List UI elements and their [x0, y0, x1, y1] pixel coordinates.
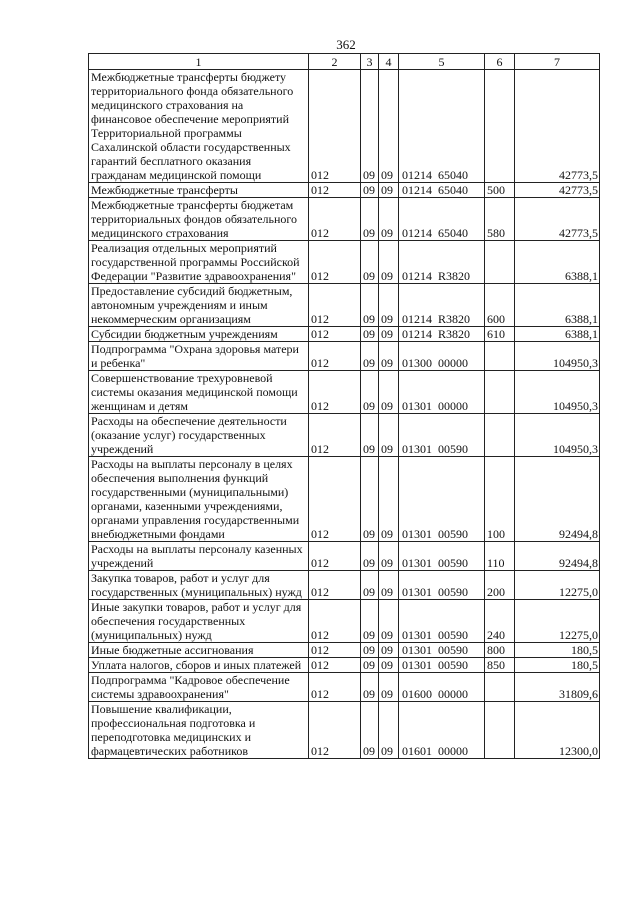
- row-description: Межбюджетные трансферты бюджетам территориальных фондов обязательного медицинского страхования: [89, 198, 309, 241]
- column-header: 1: [89, 54, 309, 70]
- cell-amount: 92494,8: [515, 457, 600, 542]
- cell-expense-type: 110: [485, 542, 515, 571]
- cell-expense-type: [485, 414, 515, 457]
- cell-subsection: 09: [379, 198, 399, 241]
- cell-amount: 6388,1: [515, 284, 600, 327]
- cell-ministry-code: 012: [309, 70, 361, 183]
- cell-expense-type: [485, 673, 515, 702]
- cell-target-article: 01601 00000: [399, 702, 485, 759]
- cell-target-article: 01214 R3820: [399, 327, 485, 342]
- column-header: 5: [399, 54, 485, 70]
- cell-subsection: 09: [379, 702, 399, 759]
- cell-amount: 92494,8: [515, 542, 600, 571]
- table-row: [89, 327, 600, 342]
- row-description: Межбюджетные трансферты бюджету территориального фонда обязательного медицинского страхования на финансовое обеспечение мероприятий Территориальной программы Сахалинской области государственных гарантий бесплатного оказания гражданам медицинской помощи: [89, 70, 309, 183]
- table-row: [89, 198, 600, 241]
- row-description: Уплата налогов, сборов и иных платежей: [89, 658, 309, 673]
- cell-expense-type: 580: [485, 198, 515, 241]
- cell-subsection: 09: [379, 241, 399, 284]
- cell-section: 09: [361, 371, 379, 414]
- cell-expense-type: 600: [485, 284, 515, 327]
- cell-expense-type: 240: [485, 600, 515, 643]
- cell-expense-type: 100: [485, 457, 515, 542]
- cell-amount: 6388,1: [515, 327, 600, 342]
- column-header: 2: [309, 54, 361, 70]
- table-row: [89, 643, 600, 658]
- cell-target-article: 01214 65040: [399, 198, 485, 241]
- cell-target-article: 01214 65040: [399, 183, 485, 198]
- cell-section: 09: [361, 457, 379, 542]
- cell-expense-type: [485, 241, 515, 284]
- cell-expense-type: 800: [485, 643, 515, 658]
- cell-expense-type: 850: [485, 658, 515, 673]
- table-row: [89, 183, 600, 198]
- table-row: [89, 571, 600, 600]
- cell-ministry-code: 012: [309, 183, 361, 198]
- cell-ministry-code: 012: [309, 658, 361, 673]
- cell-section: 09: [361, 542, 379, 571]
- table-row: [89, 702, 600, 759]
- row-description: Совершенствование трехуровневой системы оказания медицинской помощи женщинам и детям: [89, 371, 309, 414]
- cell-section: 09: [361, 70, 379, 183]
- cell-amount: 31809,6: [515, 673, 600, 702]
- row-description: Расходы на выплаты персоналу в целях обеспечения выполнения функций государственными (муниципальными) органами, казенными учреждениями, органами управления государственными внебюджетными фондами: [89, 457, 309, 542]
- cell-target-article: 01301 00000: [399, 371, 485, 414]
- cell-target-article: 01600 00000: [399, 673, 485, 702]
- cell-ministry-code: 012: [309, 327, 361, 342]
- row-description: Расходы на обеспечение деятельности (оказание услуг) государственных учреждений: [89, 414, 309, 457]
- row-description: Подпрограмма "Охрана здоровья матери и ребенка": [89, 342, 309, 371]
- cell-section: 09: [361, 414, 379, 457]
- cell-ministry-code: 012: [309, 542, 361, 571]
- table-header-row: [89, 54, 600, 70]
- cell-section: 09: [361, 183, 379, 198]
- cell-ministry-code: 012: [309, 702, 361, 759]
- column-header: 4: [379, 54, 399, 70]
- cell-section: 09: [361, 342, 379, 371]
- cell-target-article: 01214 R3820: [399, 241, 485, 284]
- table-row: [89, 342, 600, 371]
- cell-target-article: 01301 00590: [399, 571, 485, 600]
- cell-subsection: 09: [379, 70, 399, 183]
- cell-amount: 180,5: [515, 658, 600, 673]
- cell-subsection: 09: [379, 183, 399, 198]
- cell-ministry-code: 012: [309, 571, 361, 600]
- cell-expense-type: 610: [485, 327, 515, 342]
- cell-section: 09: [361, 702, 379, 759]
- cell-target-article: 01301 00590: [399, 658, 485, 673]
- cell-section: 09: [361, 673, 379, 702]
- cell-ministry-code: 012: [309, 673, 361, 702]
- row-description: Реализация отдельных мероприятий государственной программы Российской Федерации "Развитие здравоохранения": [89, 241, 309, 284]
- cell-section: 09: [361, 658, 379, 673]
- cell-subsection: 09: [379, 673, 399, 702]
- cell-subsection: 09: [379, 658, 399, 673]
- table-row: [89, 241, 600, 284]
- cell-target-article: 01300 00000: [399, 342, 485, 371]
- row-description: Закупка товаров, работ и услуг для государственных (муниципальных) нужд: [89, 571, 309, 600]
- table-row: [89, 600, 600, 643]
- row-description: Расходы на выплаты персоналу казенных учреждений: [89, 542, 309, 571]
- cell-subsection: 09: [379, 571, 399, 600]
- cell-expense-type: [485, 342, 515, 371]
- table-row: [89, 658, 600, 673]
- table-row: [89, 542, 600, 571]
- row-description: Межбюджетные трансферты: [89, 183, 309, 198]
- row-description: Иные бюджетные ассигнования: [89, 643, 309, 658]
- row-description: Подпрограмма "Кадровое обеспечение системы здравоохранения": [89, 673, 309, 702]
- cell-target-article: 01301 00590: [399, 600, 485, 643]
- cell-amount: 12275,0: [515, 600, 600, 643]
- table-row: [89, 70, 600, 183]
- cell-ministry-code: 012: [309, 342, 361, 371]
- page-number: 362: [336, 37, 356, 52]
- cell-ministry-code: 012: [309, 643, 361, 658]
- table-row: [89, 371, 600, 414]
- cell-target-article: 01214 65040: [399, 70, 485, 183]
- cell-expense-type: 200: [485, 571, 515, 600]
- row-description: Субсидии бюджетным учреждениям: [89, 327, 309, 342]
- cell-section: 09: [361, 198, 379, 241]
- cell-expense-type: [485, 70, 515, 183]
- cell-amount: 104950,3: [515, 414, 600, 457]
- cell-ministry-code: 012: [309, 284, 361, 327]
- table-row: [89, 284, 600, 327]
- cell-section: 09: [361, 643, 379, 658]
- cell-subsection: 09: [379, 371, 399, 414]
- cell-expense-type: [485, 702, 515, 759]
- cell-target-article: 01301 00590: [399, 457, 485, 542]
- cell-section: 09: [361, 571, 379, 600]
- cell-ministry-code: 012: [309, 241, 361, 284]
- row-description: Иные закупки товаров, работ и услуг для обеспечения государственных (муниципальных) нужд: [89, 600, 309, 643]
- cell-amount: 104950,3: [515, 342, 600, 371]
- table-row: [89, 457, 600, 542]
- cell-ministry-code: 012: [309, 371, 361, 414]
- cell-amount: 104950,3: [515, 371, 600, 414]
- cell-subsection: 09: [379, 600, 399, 643]
- column-header: 3: [361, 54, 379, 70]
- table-row: [89, 673, 600, 702]
- row-description: Повышение квалификации, профессиональная подготовка и переподготовка медицинских и фармацевтических работников: [89, 702, 309, 759]
- cell-subsection: 09: [379, 327, 399, 342]
- column-header: 7: [515, 54, 600, 70]
- row-description: Предоставление субсидий бюджетным, автономным учреждениям и иным некоммерческим организациям: [89, 284, 309, 327]
- cell-subsection: 09: [379, 284, 399, 327]
- cell-amount: 42773,5: [515, 198, 600, 241]
- cell-expense-type: 500: [485, 183, 515, 198]
- cell-section: 09: [361, 284, 379, 327]
- cell-subsection: 09: [379, 643, 399, 658]
- table-row: [89, 414, 600, 457]
- cell-section: 09: [361, 327, 379, 342]
- cell-amount: 12300,0: [515, 702, 600, 759]
- cell-section: 09: [361, 241, 379, 284]
- table-body: [89, 70, 600, 759]
- cell-amount: 42773,5: [515, 70, 600, 183]
- cell-ministry-code: 012: [309, 600, 361, 643]
- cell-section: 09: [361, 600, 379, 643]
- cell-subsection: 09: [379, 457, 399, 542]
- cell-subsection: 09: [379, 414, 399, 457]
- cell-target-article: 01301 00590: [399, 542, 485, 571]
- cell-ministry-code: 012: [309, 414, 361, 457]
- cell-ministry-code: 012: [309, 198, 361, 241]
- cell-expense-type: [485, 371, 515, 414]
- cell-amount: 12275,0: [515, 571, 600, 600]
- cell-amount: 6388,1: [515, 241, 600, 284]
- column-header: 6: [485, 54, 515, 70]
- cell-target-article: 01301 00590: [399, 643, 485, 658]
- cell-amount: 180,5: [515, 643, 600, 658]
- cell-subsection: 09: [379, 342, 399, 371]
- cell-target-article: 01214 R3820: [399, 284, 485, 327]
- cell-subsection: 09: [379, 542, 399, 571]
- cell-amount: 42773,5: [515, 183, 600, 198]
- budget-table: [88, 53, 600, 759]
- cell-target-article: 01301 00590: [399, 414, 485, 457]
- cell-ministry-code: 012: [309, 457, 361, 542]
